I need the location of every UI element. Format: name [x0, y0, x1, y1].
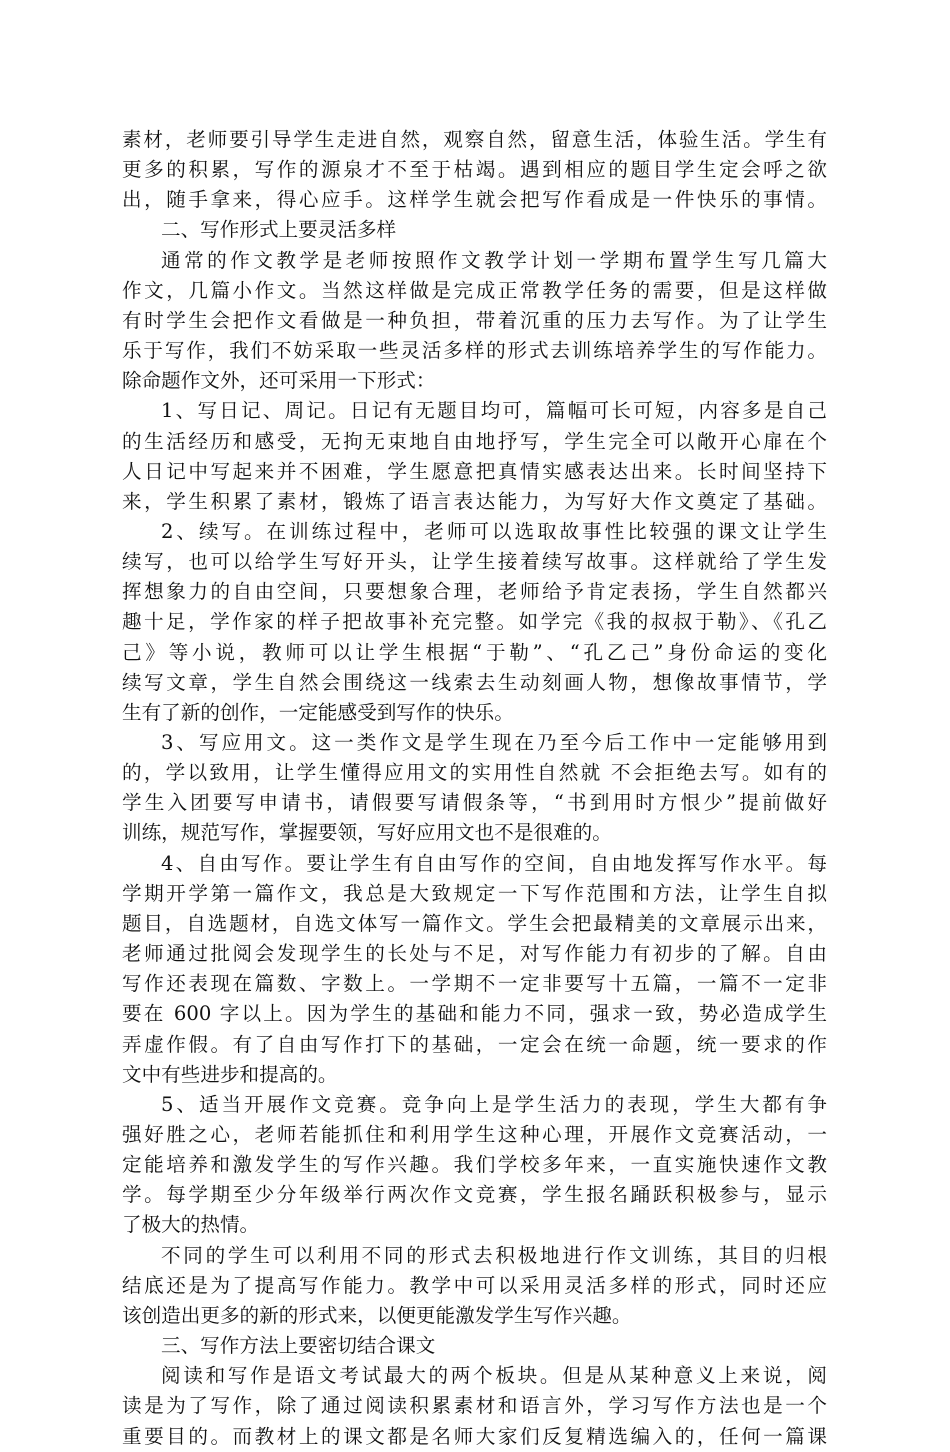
text-line: 训练，规范写作，掌握要领，写好应用文也不是很难的。: [122, 821, 612, 845]
text-line: 出，随手拿来，得心应手。这样学生就会把写作看成是一件快乐的事情。: [122, 188, 827, 212]
text-line: 来，学生积累了素材，锻炼了语言表达能力，为写好大作文奠定了基础。: [122, 489, 827, 513]
text-line: 该创造出更多的新的形式来，以便更能激发学生写作兴趣。: [122, 1303, 632, 1327]
text-line: 题目，自选题材，自选文体写一篇作文。学生会把最精美的文章展示出来，: [122, 911, 827, 935]
paragraph-first-line: 3、写应用文。这一类作文是学生现在乃至今后工作中一定能够用到: [161, 731, 827, 754]
text-line: 弄虚作假。有了自由写作打下的基础，一定会在统一命题，统一要求的作: [122, 1032, 827, 1056]
paragraph-first-line: 5、适当开展作文竞赛。竞争向上是学生活力的表现，学生大都有争: [161, 1092, 827, 1116]
text-line: 重要目的。而教材上的课文都是名师大家们反复精选编入的，任何一篇课: [122, 1424, 827, 1448]
text-line: 续写，也可以给学生写好开头，让学生接着续写故事。这样就给了学生发: [122, 550, 827, 574]
text-line: 要在 600 字以上。因为学生的基础和能力不同，强求一致，势必造成学生: [122, 1002, 827, 1026]
text-line: 续写文章，学生自然会围绕这一线索去生动刻画人物，想像故事情节，学: [122, 670, 827, 694]
text-line: 趣十足，学作家的样子把故事补充完整。如学完《我的叔叔于勒》、《孔乙: [122, 610, 827, 634]
text-line: 有时学生会把作文看做是一种负担，带着沉重的压力去写作。为了让学生: [122, 308, 827, 332]
text-line: 定能培养和激发学生的写作兴趣。我们学校多年来，一直实施快速作文教: [122, 1153, 827, 1177]
text-line: 的生活经历和感受，无拘无束地自由地抒写，学生完全可以敞开心扉在个: [122, 429, 827, 453]
text-line: 作文，几篇小作文。当然这样做是完成正常教学任务的需要，但是这样做: [122, 278, 827, 302]
paragraph-first-line: 4、自由写作。要让学生有自由写作的空间，自由地发挥写作水平。每: [161, 851, 827, 875]
text-line: 人日记中写起来并不困难，学生愿意把真情实感表达出来。长时间坚持下: [122, 459, 827, 483]
text-line: 除命题作文外，还可采用一下形式：: [122, 369, 436, 393]
paragraph-first-line: 二、写作形式上要灵活多样: [161, 218, 397, 242]
text-line: 文中有些进步和提高的。: [122, 1062, 338, 1086]
text-line: 读是为了写作，除了通过阅读积累素材和语言外，学习写作方法也是一个: [122, 1394, 827, 1418]
text-line: 强好胜之心，老师若能抓住和利用学生这种心理，开展作文竞赛活动，一: [122, 1122, 827, 1146]
text-line: 乐于写作，我们不妨采取一些灵活多样的形式去训练培养学生的写作能力。: [122, 339, 827, 362]
text-line: 学期开学第一篇作文，我总是大致规定一下写作范围和方法，让学生自拟: [122, 881, 827, 905]
paragraph-first-line: 阅读和写作是语文考试最大的两个板块。但是从某种意义上来说，阅: [161, 1364, 827, 1388]
text-line: 素材，老师要引导学生走进自然，观察自然，留意生活，体验生活。学生有: [122, 128, 827, 151]
paragraph-first-line: 三、写作方法上要密切结合课文: [161, 1334, 436, 1357]
text-line: 己》等小说，教师可以让学生根据“于勒”、“孔乙己”身份命运的变化: [122, 640, 827, 664]
text-line: 学。每学期至少分年级举行两次作文竞赛，学生报名踊跃积极参与，显示: [122, 1183, 827, 1207]
paragraph-first-line: 1、写日记、周记。日记有无题目均可，篇幅可长可短，内容多是自己: [161, 399, 827, 423]
text-line: 学生入团要写申请书，请假要写请假条等，“书到用时方恨少”提前做好: [122, 791, 827, 815]
paragraph-first-line: 不同的学生可以利用不同的形式去积极地进行作文训练，其目的归根: [161, 1243, 827, 1267]
text-line: 更多的积累，写作的源泉才不至于枯竭。遇到相应的题目学生定会呼之欲: [122, 158, 827, 182]
paragraph-first-line: 2、续写。在训练过程中，老师可以选取故事性比较强的课文让学生: [161, 520, 827, 543]
text-line: 挥想象力的自由空间，只要想象合理，老师给予肯定表扬，学生自然都兴: [122, 580, 827, 604]
paragraph-first-line: 通常的作文教学是老师按照作文教学计划一学期布置学生写几篇大: [161, 248, 827, 272]
text-line: 生有了新的创作，一定能感受到写作的快乐。: [122, 700, 514, 724]
text-line: 的，学以致用，让学生懂得应用文的实用性自然就 不会拒绝去写。如有的: [122, 761, 827, 785]
text-line: 老师通过批阅会发现学生的长处与不足，对写作能力有初步的了解。自由: [122, 942, 827, 965]
text-line: 了极大的热情。: [122, 1213, 260, 1237]
text-line: 结底还是为了提高写作能力。教学中可以采用灵活多样的形式，同时还应: [122, 1273, 827, 1297]
text-line: 写作还表现在篇数、字数上。一学期不一定非要写十五篇，一篇不一定非: [122, 972, 827, 996]
